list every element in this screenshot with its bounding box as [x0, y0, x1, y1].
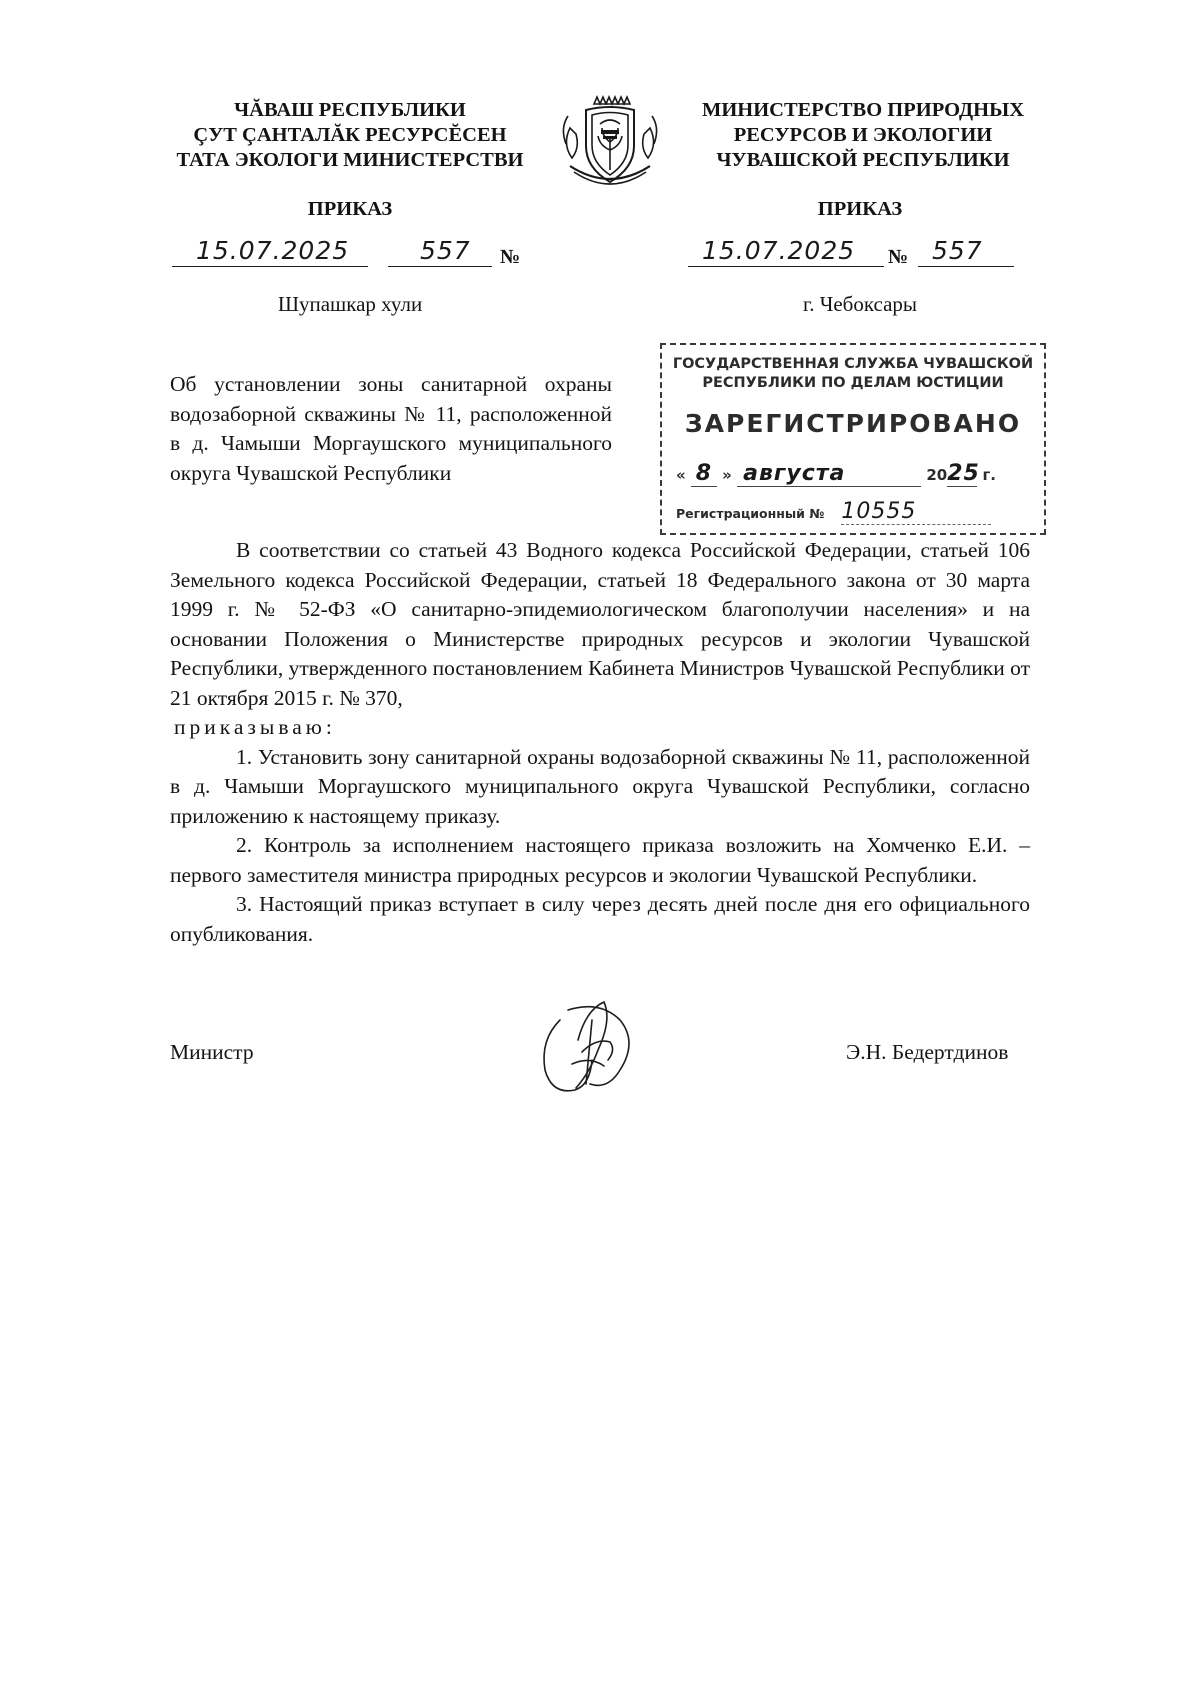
stamp-line-2: РЕСПУБЛИКИ ПО ДЕЛАМ ЮСТИЦИИ — [702, 375, 1004, 391]
order-title-right: ПРИКАЗ — [817, 198, 903, 220]
handwritten-signature — [520, 980, 650, 1110]
stamp-reg-row — [676, 499, 1036, 525]
header-left-line-2: ÇУТ ÇАНТАЛĂК РЕСУРСĔСЕН — [193, 124, 507, 146]
stamp-day: 8 — [691, 461, 717, 487]
header-right-line-1: МИНИСТЕРСТВО ПРИРОДНЫХ — [701, 99, 1025, 121]
date-left-handwritten: 15.07.2025 — [196, 236, 350, 265]
number-left-handwritten: 557 — [420, 236, 471, 265]
number-left-field — [388, 236, 492, 267]
emblem-icon — [556, 88, 664, 192]
item-1: 1. Установить зону санитарной охраны водозаборной скважины № 11, расположенной в д. Чамыши Моргаушского муниципального округа Чувашской Республики, согласно приложению к настоящему приказу. — [170, 744, 1030, 828]
date-right-field — [688, 236, 884, 267]
stamp-year-prefix: 20 — [926, 466, 948, 484]
item-2: 2. Контроль за исполнением настоящего приказа возложить на Хомченко Е.И. – первого заместителя министра природных ресурсов и экологии Чувашской Республики. — [170, 833, 1030, 887]
order-body — [170, 536, 1030, 949]
signature-position: Министр — [170, 1040, 254, 1064]
stamp-reg-label: Регистрационный № — [676, 506, 825, 521]
stamp-line-1: ГОСУДАРСТВЕННАЯ СЛУЖБА ЧУВАШСКОЙ — [672, 356, 1034, 372]
order-title-left: ПРИКАЗ — [307, 198, 393, 220]
stamp-month: августа — [737, 461, 921, 487]
header-left — [170, 98, 530, 173]
preamble-paragraph: В соответствии со статьей 43 Водного кодекса Российской Федерации, статьей 106 Земельного кодекса Российской Федерации, статьей 18 Федерального закона от 30 марта 1999 г. № 52-ФЗ «О санитарно-эпидемиологическом благополучии населения» и на основании Положения о Министерстве природных ресурсов и экологии Чувашской Республики, утвержденного постановлением Кабинета Министров Чувашской Республики от 21 октября 2015 г. № 370, — [170, 538, 1030, 710]
registration-stamp — [660, 343, 1046, 535]
stamp-reg-number: 10555 — [841, 499, 991, 525]
place-right: г. Чебоксары — [802, 292, 918, 316]
header-right-line-2: РЕСУРСОВ И ЭКОЛОГИИ — [733, 124, 993, 146]
date-right-handwritten: 15.07.2025 — [702, 236, 856, 265]
header-left-line-3: ТАТА ЭКОЛОГИ МИНИСТЕРСТВИ — [176, 149, 524, 171]
order-word: приказываю: — [174, 715, 336, 739]
order-subject: Об установлении зоны санитарной охраны водозаборной скважины № 11, расположенной в д. Чамыши Моргаушского муниципального округа Чувашской Республики — [170, 372, 612, 485]
header-right-line-3: ЧУВАШСКОЙ РЕСПУБЛИКИ — [716, 149, 1010, 171]
stamp-year-unit: г. — [982, 466, 996, 484]
number-right-handwritten: 557 — [932, 236, 983, 265]
header-right — [678, 98, 1048, 173]
number-right-field — [918, 236, 1014, 267]
date-left-field — [172, 236, 368, 267]
stamp-year-suffix: 25 — [947, 461, 980, 486]
number-sign-right: № — [888, 246, 909, 268]
stamp-date-row: « 8 » августа 2025 г. — [676, 461, 996, 486]
number-sign-left: № — [500, 246, 521, 268]
signature-name: Э.Н. Бедертдинов — [846, 1040, 1009, 1064]
stamp-registered: ЗАРЕГИСТРИРОВАНО — [684, 409, 1022, 438]
header-left-line-1: ЧĂВАШ РЕСПУБЛИКИ — [234, 99, 466, 121]
item-3: 3. Настоящий приказ вступает в силу через десять дней после дня его официального опубликования. — [170, 892, 1030, 946]
place-left: Шупашкар хули — [277, 292, 423, 316]
